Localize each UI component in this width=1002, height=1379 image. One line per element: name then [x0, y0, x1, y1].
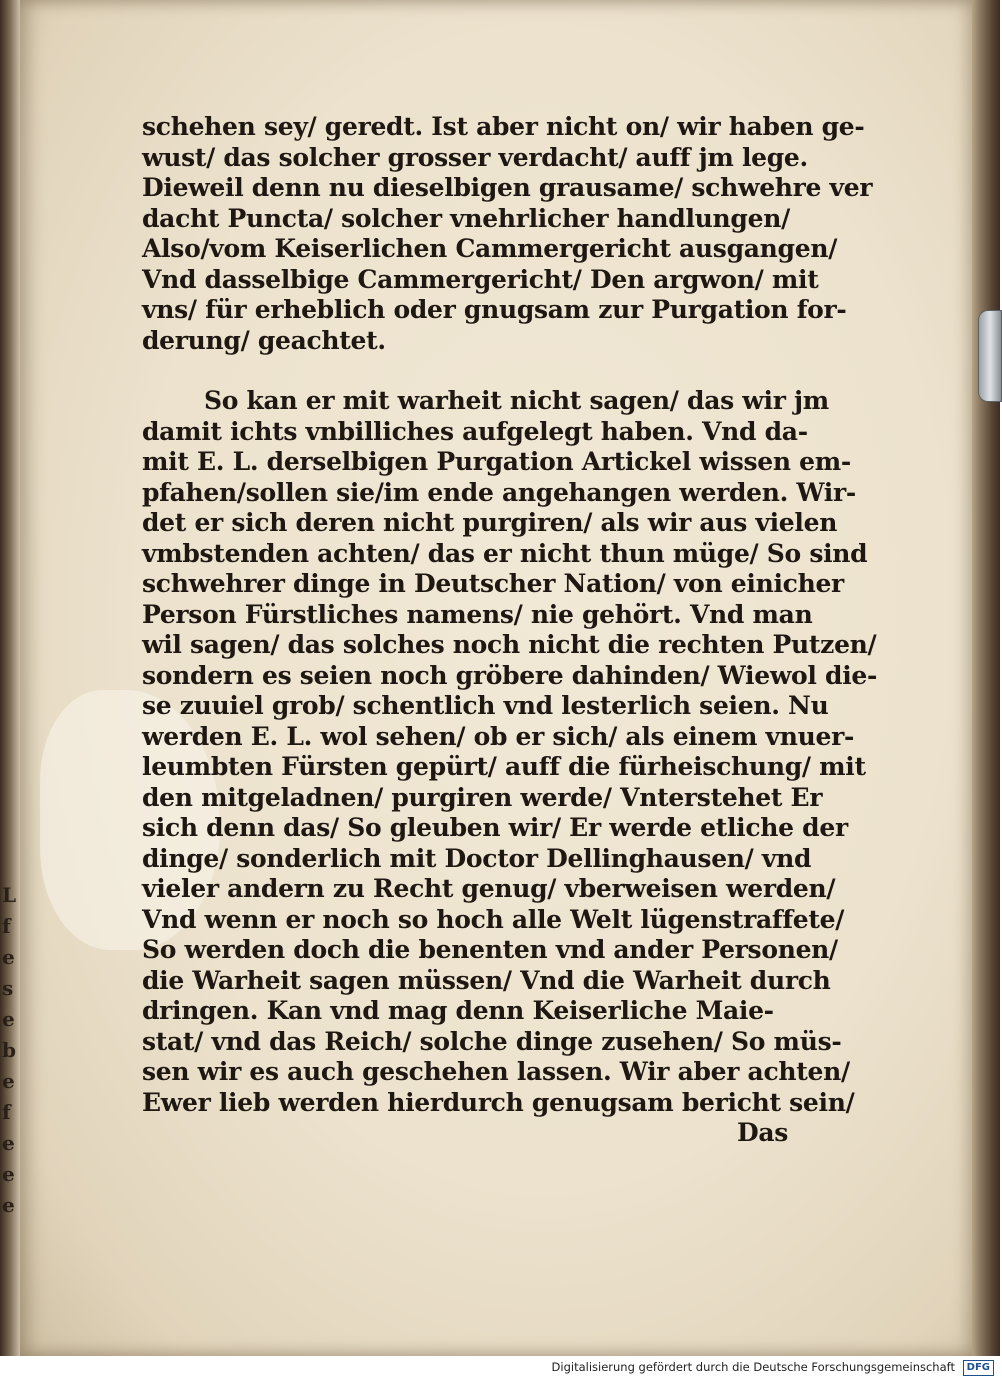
facing-page-glyphs — [2, 880, 24, 1221]
text-line: vmbstenden achten/ das er nicht thun müge/ So sind — [142, 538, 868, 568]
facing-page-glyph: s — [2, 976, 14, 1000]
text-line: sen wir es auch geschehen lassen. Wir aber achten/ — [142, 1057, 850, 1086]
text-line: wil sagen/ das solches noch nicht die rechten Putzen/ — [142, 630, 877, 659]
text-line: dacht Puncta/ solcher vnehrlicher handlungen/ — [142, 203, 790, 233]
text-line: derung/ geachtet. — [142, 325, 386, 355]
facing-page-glyph: e — [2, 1069, 15, 1093]
text-line: Vnd wenn er noch so hoch alle Welt lügenstraffete/ — [142, 904, 845, 934]
text-line: Person Fürstliches namens/ nie gehört. Vnd man — [142, 599, 813, 629]
facing-page-glyph: e — [2, 1131, 15, 1155]
facing-page-glyph: e — [2, 1162, 15, 1186]
book-fore-edge — [972, 0, 1000, 1356]
text-line: So werden doch die benenten vnd ander Personen/ — [142, 935, 838, 964]
text-line: Dieweil denn nu dieselbigen grausame/ schwehre ver — [142, 173, 873, 202]
facing-page-glyph: L — [2, 883, 17, 907]
paragraph-1 — [142, 112, 873, 356]
text-line: det er sich deren nicht purgiren/ als wir aus vielen — [142, 508, 838, 537]
text-line: wust/ das solcher grosser verdacht/ auff jm lege. — [142, 142, 808, 172]
text-line: leumbten Fürsten gepürt/ auff die fürheischung/ mit — [142, 752, 866, 781]
text-line: werden E. L. wol sehen/ ob er sich/ als einem vnuer- — [142, 721, 855, 751]
text-line: sondern es seien noch gröbere dahinden/ Wiewol die- — [142, 660, 878, 690]
text-line: dinge/ sonderlich mit Doctor Dellinghausen/ vnd — [142, 843, 812, 873]
text-line: die Warheit sagen müssen/ Vnd die Warheit durch — [142, 965, 831, 995]
text-line: schwehrer dinge in Deutscher Nation/ von einicher — [142, 569, 844, 598]
footer-credit: Digitalisierung gefördert durch die Deutsche Forschungsgemeinschaft — [551, 1360, 955, 1374]
text-line: Vnd dasselbige Cammergericht/ Den argwon/ mit — [142, 264, 819, 294]
footer — [0, 1356, 1000, 1379]
facing-page-glyph: b — [2, 1038, 16, 1062]
facing-page-glyph: e — [2, 1193, 15, 1217]
text-line: vieler andern zu Recht genug/ vberweisen werden/ — [142, 874, 836, 903]
text-block — [142, 112, 878, 1149]
text-line: Ewer lieb werden hierdurch genugsam bericht sein/ — [142, 1087, 855, 1117]
catchword: Das — [736, 1118, 788, 1147]
book-clasp — [978, 310, 1002, 402]
facing-page-glyph: f — [2, 914, 11, 938]
text-line: stat/ vnd das Reich/ solche dinge zusehen/ So müs- — [142, 1026, 842, 1056]
paragraph-2 — [142, 386, 878, 1118]
text-line: schehen sey/ geredt. Ist aber nicht on/ wir haben ge- — [142, 112, 865, 141]
text-line: damit ichts vnbilliches aufgelegt haben. Vnd da- — [142, 416, 808, 446]
text-line: vns/ für erheblich oder gnugsam zur Purgation for- — [142, 295, 847, 324]
text-line: mit E. L. derselbigen Purgation Artickel wissen em- — [142, 447, 852, 476]
facing-page-glyph: e — [2, 945, 15, 969]
facing-page-glyph: e — [2, 1007, 15, 1031]
text-line: Also/vom Keiserlichen Cammergericht ausgangen/ — [142, 234, 838, 263]
text-line: So kan er mit warheit nicht sagen/ das wir jm — [204, 386, 829, 415]
text-line: se zuuiel grob/ schentlich vnd lesterlich seien. Nu — [142, 691, 829, 720]
text-line: den mitgeladnen/ purgiren werde/ Vnterstehet Er — [142, 782, 823, 812]
facing-page-glyph: f — [2, 1100, 11, 1124]
text-line: sich denn das/ So gleuben wir/ Er werde etliche der — [142, 813, 848, 842]
dfg-logo: DFG — [963, 1360, 994, 1376]
text-line: pfahen/sollen sie/im ende angehangen werden. Wir- — [142, 477, 856, 507]
text-line: dringen. Kan vnd mag denn Keiserliche Maie- — [142, 996, 774, 1025]
